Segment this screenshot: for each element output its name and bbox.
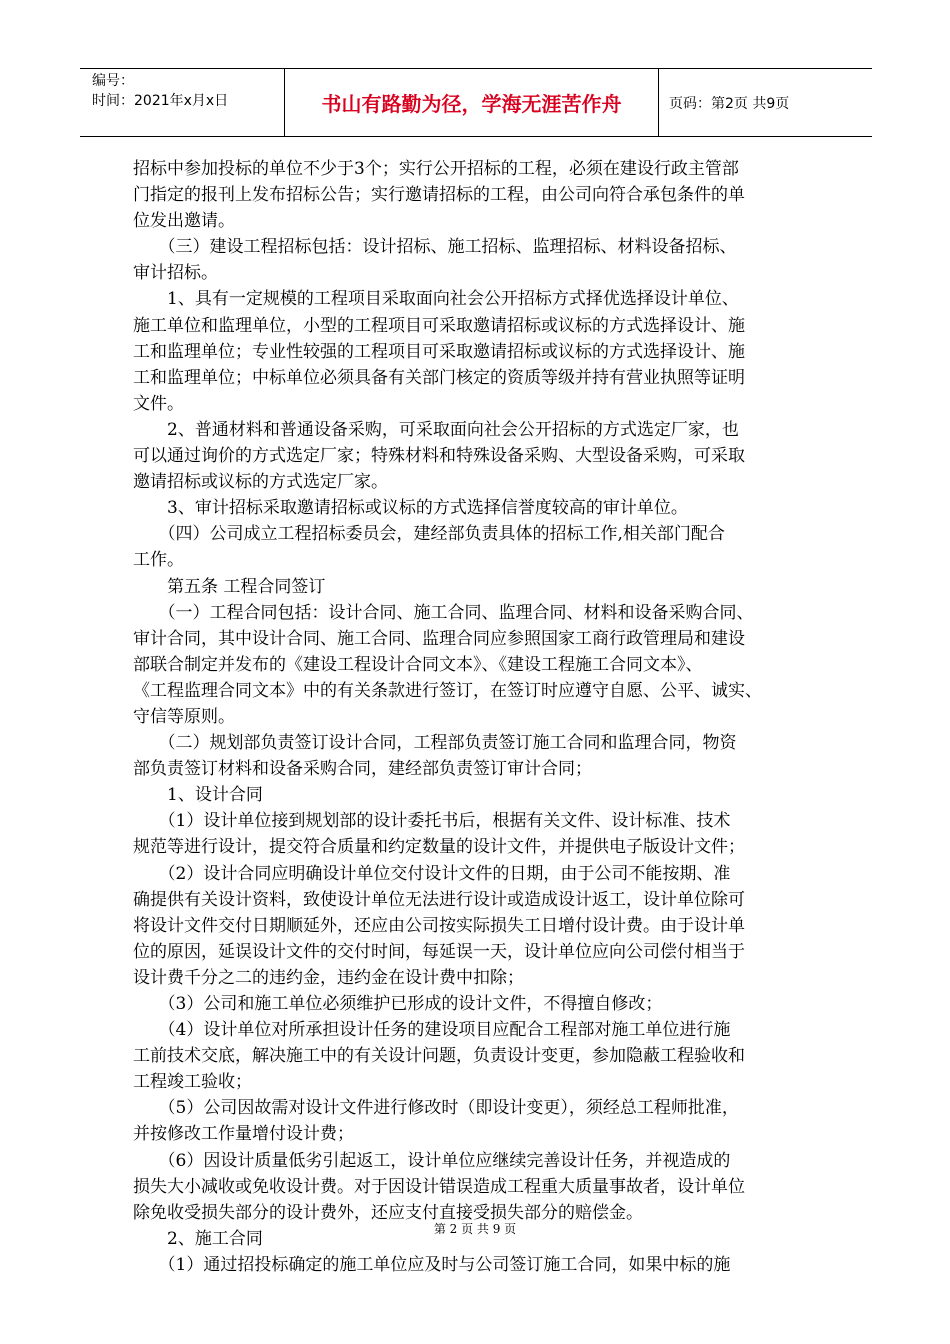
body-line: （3）公司和施工单位必须维护已形成的设计文件，不得擅自修改；: [133, 994, 663, 1014]
number-label: 编号：: [92, 73, 134, 89]
body-line: 部负责签订材料和设备采购合同，建经部负责签订审计合同；: [133, 759, 592, 780]
body-line: （一）工程合同包括：设计合同、施工合同、监理合同、材料和设备采购合同、: [133, 602, 754, 623]
body-line: 部联合制定并发布的《建设工程设计合同文本》、《建设工程施工合同文本》、: [133, 654, 703, 675]
body-line: 并按修改工作量增付设计费；: [133, 1124, 354, 1145]
body-line: 工和监理单位；中标单位必须具备有关部门核定的资质等级并持有营业执照等证明: [133, 367, 745, 388]
body-line: 2、普通材料和普通设备采购，可采取面向社会公开招标的方式选定厂家，也: [133, 419, 739, 440]
body-line: 审计招标。: [133, 263, 218, 284]
header-page-label: 页码：第2页 共9页: [669, 95, 790, 112]
body-line: 工程竣工验收；: [133, 1072, 252, 1093]
body-line: 除免收受损失部分的设计费外，还应支付直接受损失部分的赔偿金。: [133, 1202, 643, 1223]
body-line: 可以通过询价的方式选定厂家；特殊材料和特殊设备采购、大型设备采购，可采取: [133, 446, 745, 467]
body-line: 《工程监理合同文本》中的有关条款进行签订，在签订时应遵守自愿、公平、诚实、: [133, 680, 762, 701]
body-line: 1、具有一定规模的工程项目采取面向社会公开招标方式择优选择设计单位、: [133, 289, 739, 310]
body-line: 规范等进行设计，提交符合质量和约定数量的设计文件，并提供电子版设计文件；: [133, 837, 745, 858]
body-line: 将设计文件交付日期顺延外，还应由公司按实际损失工日增付设计费。由于设计单: [133, 915, 745, 936]
body-line: 设计费千分之二的违约金，违约金在设计费中扣除；: [133, 967, 524, 988]
body-line: 确提供有关设计资料，致使设计单位无法进行设计或造成设计返工，设计单位除可: [133, 889, 745, 910]
body-line: 位发出邀请。: [133, 211, 235, 232]
body-line: 工前技术交底，解决施工中的有关设计问题，负责设计变更，参加隐蔽工程验收和: [133, 1046, 745, 1067]
body-line: 位的原因，延误设计文件的交付时间，每延误一天，设计单位应向公司偿付相当于: [133, 941, 745, 962]
time-label: 时间：2021年x月x日: [92, 93, 229, 109]
body-line: 施工单位和监理单位，小型的工程项目可采取邀请招标或议标的方式选择设计、施: [133, 315, 745, 336]
body-line: （6）因设计质量低劣引起返工，设计单位应继续完善设计任务，并视造成的: [133, 1150, 731, 1171]
body-line: 1、设计合同: [133, 785, 263, 806]
body-line: （5）公司因故需对设计文件进行修改时（即设计变更），须经总工程师批准，: [133, 1098, 739, 1119]
body-line: （1）设计单位接到规划部的设计委托书后，根据有关文件、设计标准、技术: [133, 811, 731, 832]
header-motto: 书山有路勤为径，学海无涯苦作舟: [285, 69, 659, 136]
body-line: 工作。: [133, 550, 184, 571]
body-line: 3、审计招标采取邀请招标或议标的方式选择信誉度较高的审计单位。: [133, 498, 688, 519]
body-line: 工和监理单位；专业性较强的工程项目可采取邀请招标或议标的方式选择设计、施: [133, 341, 745, 362]
body-line: 审计合同，其中设计合同、施工合同、监理合同应参照国家工商行政管理局和建设: [133, 628, 745, 649]
body-line: （三）建设工程招标包括：设计招标、施工招标、监理招标、材料设备招标、: [133, 237, 737, 258]
body-line: （1）通过招投标确定的施工单位应及时与公司签订施工合同，如果中标的施: [133, 1254, 731, 1275]
page-footer: 第 2 页 共 9 页: [433, 1222, 517, 1236]
body-line: 守信等原则。: [133, 706, 235, 727]
body-line: 损失大小减收或免收设计费。对于因设计错误造成工程重大质量事故者，设计单位: [133, 1176, 745, 1197]
body-line: 2、施工合同: [133, 1228, 263, 1249]
body-line: （4）设计单位对所承担设计任务的建设项目应配合工程部对施工单位进行施: [133, 1020, 731, 1041]
body-line: 招标中参加投标的单位不少于3个；实行公开招标的工程，必须在建设行政主管部: [133, 159, 739, 179]
page-header: [80, 68, 872, 137]
body-line: （二）规划部负责签订设计合同，工程部负责签订施工合同和监理合同，物资: [133, 733, 737, 754]
body-line: 邀请招标或议标的方式选定厂家。: [133, 472, 388, 493]
body-line: 文件。: [133, 393, 184, 414]
document-body: [133, 156, 823, 1278]
body-line: 第五条 工程合同签订: [133, 576, 326, 597]
header-info-cell: [80, 69, 285, 136]
body-line: （四）公司成立工程招标委员会，建经部负责具体的招标工作,相关部门配合: [133, 524, 725, 545]
body-line: （2）设计合同应明确设计单位交付设计文件的日期，由于公司不能按期、准: [133, 863, 731, 884]
body-line: 门指定的报刊上发布招标公告；实行邀请招标的工程，由公司向符合承包条件的单: [133, 185, 745, 206]
